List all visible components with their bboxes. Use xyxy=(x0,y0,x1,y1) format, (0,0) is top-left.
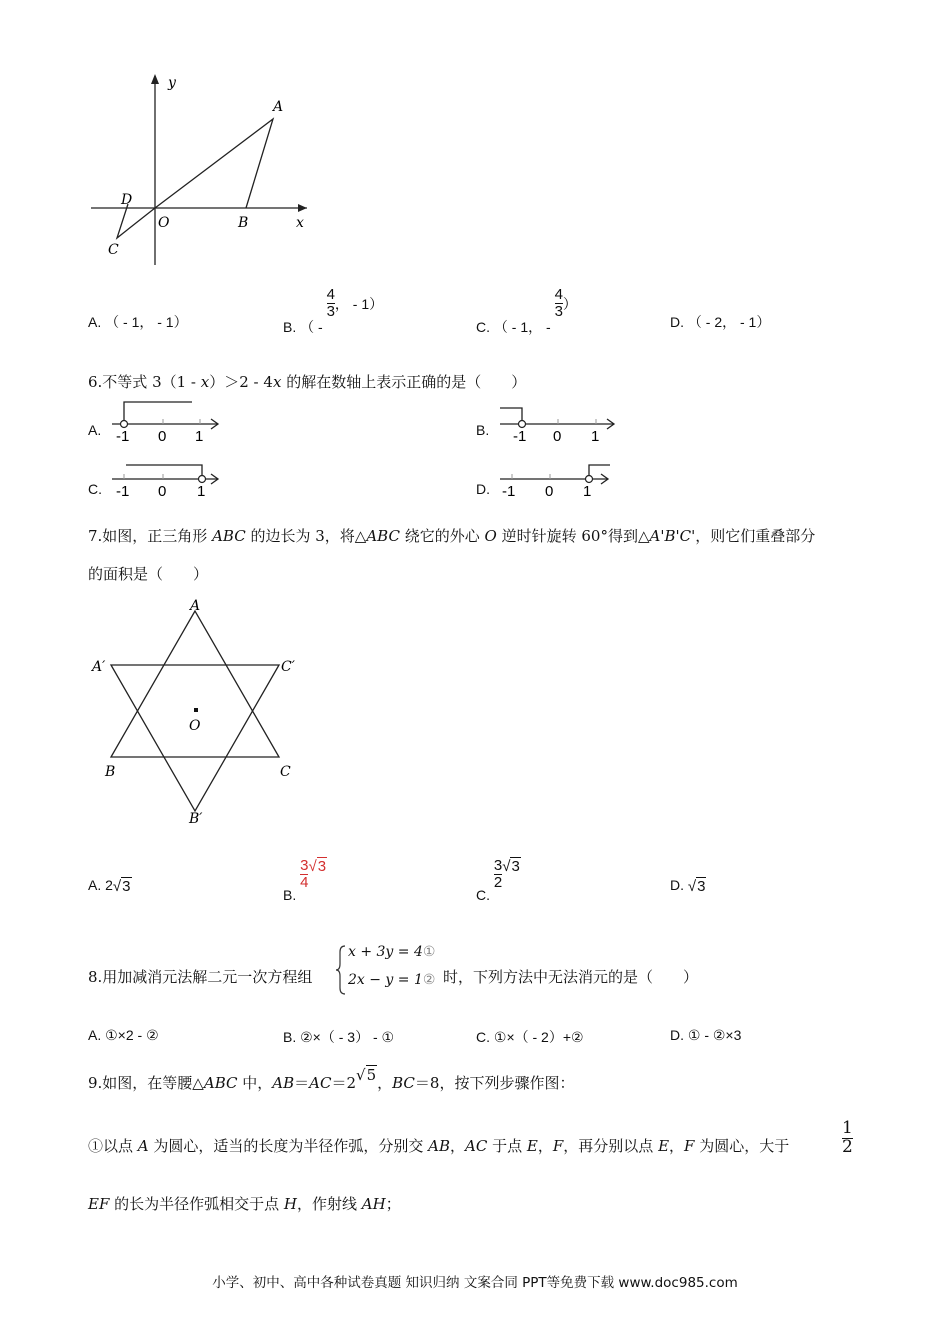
open-circle xyxy=(199,476,206,483)
triangle-oab xyxy=(155,119,273,208)
q9-step1-line1: ①以点 A 为圆心，适当的长度为半径作弧，分别交 AB，AC 于点 E，F，再分别以点 E，F 为圆心，大于 xyxy=(88,1137,790,1155)
svg-text:C′: C′ xyxy=(281,659,295,675)
open-circle xyxy=(519,421,526,428)
q6-number-line-b xyxy=(496,398,621,448)
q9-half-fraction: $\frac{1}{2}$ xyxy=(842,1118,853,1157)
fraction: $\frac{3}{2}$ xyxy=(493,857,503,891)
sqrt: √3 xyxy=(308,857,327,875)
center-point xyxy=(194,708,198,712)
svg-text:O: O xyxy=(189,718,201,734)
q6-option-a-letter: A. xyxy=(88,422,102,438)
fraction: $\frac{4}{3}$ xyxy=(554,286,563,320)
fraction: $\frac{4}{3}$ xyxy=(326,286,335,320)
label-x: x xyxy=(296,215,304,231)
q7-option-b: B. $\frac{3}{4}$ √3 xyxy=(283,857,327,903)
q5-option-b: B. （ - $\frac{4}{3}$ ， - 1） xyxy=(283,286,384,335)
svg-text:-1: -1 xyxy=(116,428,130,445)
q7-option-d: D. √3 xyxy=(670,877,706,895)
q5-option-c: C. （ - 1， - $\frac{4}{3}$ ） xyxy=(476,286,577,335)
q6-number-line-d xyxy=(496,457,616,502)
q7-option-c: C. $\frac{3}{2}$ √3 xyxy=(476,857,520,903)
q8-equation-1: x + 3y = 4① xyxy=(348,944,436,960)
open-circle xyxy=(121,421,128,428)
triangle-ocd xyxy=(117,204,155,238)
q5-option-a: A. （ - 1， - 1） xyxy=(88,314,188,330)
svg-text:A: A xyxy=(190,598,201,614)
svg-text:1: 1 xyxy=(583,483,592,500)
svg-text:1: 1 xyxy=(591,428,600,445)
q7-stem-line1: 7.如图，正三角形 ABC 的边长为 3，将△ABC 绕它的外心 O 逆时针旋转 60°得到△A'B'C'，则它们重叠部分 xyxy=(88,527,816,545)
svg-text:B′: B′ xyxy=(189,811,203,827)
q8-option-b: B. ②×（ - 3） - ① xyxy=(283,1029,395,1045)
q8-brace xyxy=(335,944,347,996)
q8-stem-b: 时，下列方法中无法消元的是（ ） xyxy=(443,968,699,986)
q7-option-a: A. 2√3 xyxy=(88,877,131,895)
q9-step1-line2: EF 的长为半径作弧相交于点 H，作射线 AH； xyxy=(88,1195,401,1213)
q8-stem-a: 8.用加减消元法解二元一次方程组 xyxy=(88,968,313,986)
svg-text:0: 0 xyxy=(553,428,562,445)
svg-text:-1: -1 xyxy=(116,483,130,500)
sqrt: √3 xyxy=(112,877,131,895)
svg-text:-1: -1 xyxy=(502,483,516,500)
q8-option-a: A. ①×2 - ② xyxy=(88,1027,159,1043)
svg-text:-1: -1 xyxy=(513,428,527,445)
q5-coordinate-graph xyxy=(85,70,315,275)
label-d: D xyxy=(121,192,133,208)
label-a: A xyxy=(273,99,284,115)
svg-text:A′: A′ xyxy=(92,659,106,675)
triangle-a1b1c1 xyxy=(111,665,279,811)
svg-text:0: 0 xyxy=(158,483,167,500)
open-circle xyxy=(586,476,593,483)
svg-text:0: 0 xyxy=(158,428,167,445)
fraction: $\frac{3}{4}$ xyxy=(300,857,309,891)
q8-option-d: D. ① - ②×3 xyxy=(670,1027,742,1043)
label-y: y xyxy=(168,75,176,91)
svg-text:0: 0 xyxy=(545,483,554,500)
sqrt: √3 xyxy=(687,877,706,895)
sqrt: √5 xyxy=(356,1066,377,1084)
q9-stem: 9.如图，在等腰△ABC 中，AB＝AC＝2√5，BC＝8，按下列步骤作图： xyxy=(88,1066,575,1092)
q8-option-c: C. ①×（ - 2）+② xyxy=(476,1029,584,1045)
q6-stem: 6.不等式 3（1 - x）＞2 - 4x 的解在数轴上表示正确的是（ ） xyxy=(88,373,527,391)
sqrt: √3 xyxy=(502,857,520,875)
q5-option-d: D. （ - 2， - 1） xyxy=(670,314,771,330)
label-b: B xyxy=(238,215,249,231)
q7-hexagram-figure xyxy=(85,590,310,830)
q8-equation-2: 2x − y = 1② xyxy=(348,972,436,988)
page-footer: 小学、初中、高中各种试卷真题 知识归纳 文案合同 PPT等免费下载 www.doc985.com xyxy=(212,1275,738,1291)
label-c: C xyxy=(108,242,119,258)
label-o: O xyxy=(158,215,170,231)
q6-option-b-letter: B. xyxy=(476,422,490,438)
q6-number-line-c xyxy=(108,457,223,502)
q7-stem-line2: 的面积是（ ） xyxy=(88,565,209,583)
svg-text:1: 1 xyxy=(197,483,206,500)
svg-text:B: B xyxy=(105,764,116,780)
q6-option-c-letter: C. xyxy=(88,481,102,497)
svg-text:C: C xyxy=(280,764,291,780)
svg-text:1: 1 xyxy=(195,428,204,445)
triangle-abc xyxy=(111,611,279,757)
q6-option-d-letter: D. xyxy=(476,481,490,497)
